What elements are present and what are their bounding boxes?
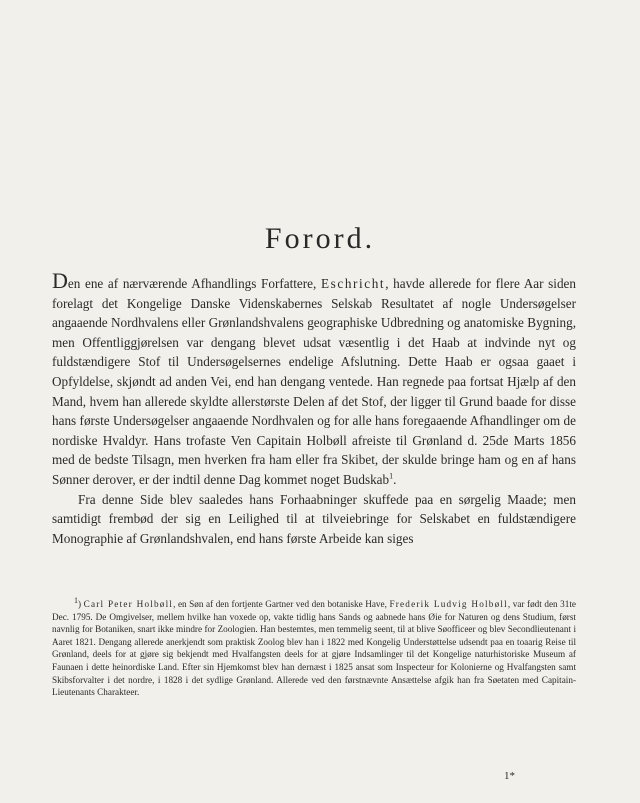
- footnote-text-2: , var født den 31te Dec. 1795. De Omgivelser, mellem hvilke han voxede op, vakte tidlig hans Sands og aabnede hans Øie for Naturen og dens Studium, først navnlig for Botaniken, snart ikke mindre for Zoologien. Han bestemtes, men temmelig seent, til at blive Søofficeer og blev Secondlieutenant i Aaret 1821. Dengang allerede anerkjendt som praktisk Zoolog blev han i 1822 med Kongelig Understøttelse udsendt paa en toaarig Reise til Grønland, deels for at gjøre sig bekjendt med Hvalfangsten deels for at gjøre Indsamlinger til det Kongelige naturhistoriske Museum af Faunaen i dette heinordiske Land. Efter sin Hjemkomst blev han dernæst i 1825 ansat som Inspecteur for Kolonierne og Hvalfangsten samt Skibsforvalter i det nordre, i 1828 i det sydlige Grønland. Allerede ved den førstnævnte Ansættelse afgik han fra Søetaten med Capitain-Lieutenants Charakteer.: [52, 599, 577, 698]
- body-text: [52, 268, 576, 548]
- footnote: [52, 595, 577, 699]
- author-name: Eschricht: [320, 276, 386, 291]
- footnote-name-2: Frederik Ludvig Holbøll: [389, 599, 508, 609]
- paragraph-1-lead: en ene af nærværende Afhandlings Forfattere,: [67, 276, 321, 291]
- paragraph-1: [52, 268, 576, 490]
- signature-mark: 1*: [504, 770, 515, 782]
- footnote-text-1: , en Søn af den fortjente Gartner ved den botaniske Have,: [173, 599, 390, 609]
- footnote-name-1: Carl Peter Holbøll: [83, 599, 174, 609]
- page-title: Forord.: [264, 222, 376, 255]
- footnote-mark: 1: [74, 595, 78, 605]
- drop-cap: D: [52, 268, 68, 293]
- paragraph-1-end: .: [393, 471, 397, 487]
- footnote-text: $^1$) Carl Peter Holbøll, en Søn af den fortjente Gartner ved den botaniske Have, Frederik Ludvig Holbøll, var født den 31te Dec. 1795. De Omgivelser, mellem hvilke han voxede op, vakte tidlig hans Sands og aabnede hans Øie for Naturen og dens Studium, først navnlig for Botaniken, snart ikke mindre for Zoologien. Han bestemtes, men temmelig seent, til at blive Søofficeer og blev Secondlieutenant i Aaret 1821. Dengang allerede anerkjendt som praktisk Zoolog blev han i 1822 med Kongelig Understøttelse udsendt paa en toaarig Reise til Grønland, deels for at gjøre sig bekjendt med Hvalfangsten deels for at gjøre Indsamlinger til det Kongelige naturhistoriske Museum af Faunaen i dette heinordiske Land. Efter sin Hjemkomst blev han dernæst i 1825 ansat som Inspecteur for Kolonierne og Hvalfangsten samt Skibsforvalter i det nordre, i 1828 i det sydlige Grønland. Allerede ved den førstnævnte Ansættelse afgik han fra Søetaten med Capitain-Lieutenants Charakteer.: [52, 595, 577, 698]
- footnote-reference: 1: [389, 471, 394, 481]
- paragraph-1-body: , havde allerede for flere Aar siden forelagt det Kongelige Danske Videnskabernes Selskab Resultatet af nogle Undersøgelser angaaende Nordhvalens eller Grønlandshvalens geographiske Udbredning og anatomiske Bygning, men Offentliggjørelsen var dengang blevet udsat væsentlig i det Haab at indvinde nyt og fuldstændigere Stof til Undersøgelsernes endelige Afslutning. Dette Haab er ogsaa gaaet i Opfyldelse, skjøndt ad anden Vei, end han dengang ventede. Han regnede paa fortsat Hjælp af den Mand, hvem han allerede skyldte allerstørste Delen af det Stof, der ligger til Grund baade for disse hans første Undersøgelser angaaende Nordhvalen og for alle hans foregaaende Afhandlinger om de nordiske Hvaldyr. Hans trofaste Ven Capitain Holbøll afreiste til Grønland d. 25de Marts 1856 med de bedste Tilsagn, men hverken fra ham eller fra Skibet, der skulde bringe ham og en af hans Sønner derover, er der indtil denne Dag kommet noget Budskab: [52, 276, 576, 487]
- paragraph-2: Fra denne Side blev saaledes hans Forhaabninger skuffede paa en sørgelig Maade; men samtidigt frembød der sig en Leilighed til at tilveiebringe for Selskabet en fuldstændigere Monographie af Grønlandshvalen, end hans første Arbeide kan siges: [52, 491, 576, 546]
